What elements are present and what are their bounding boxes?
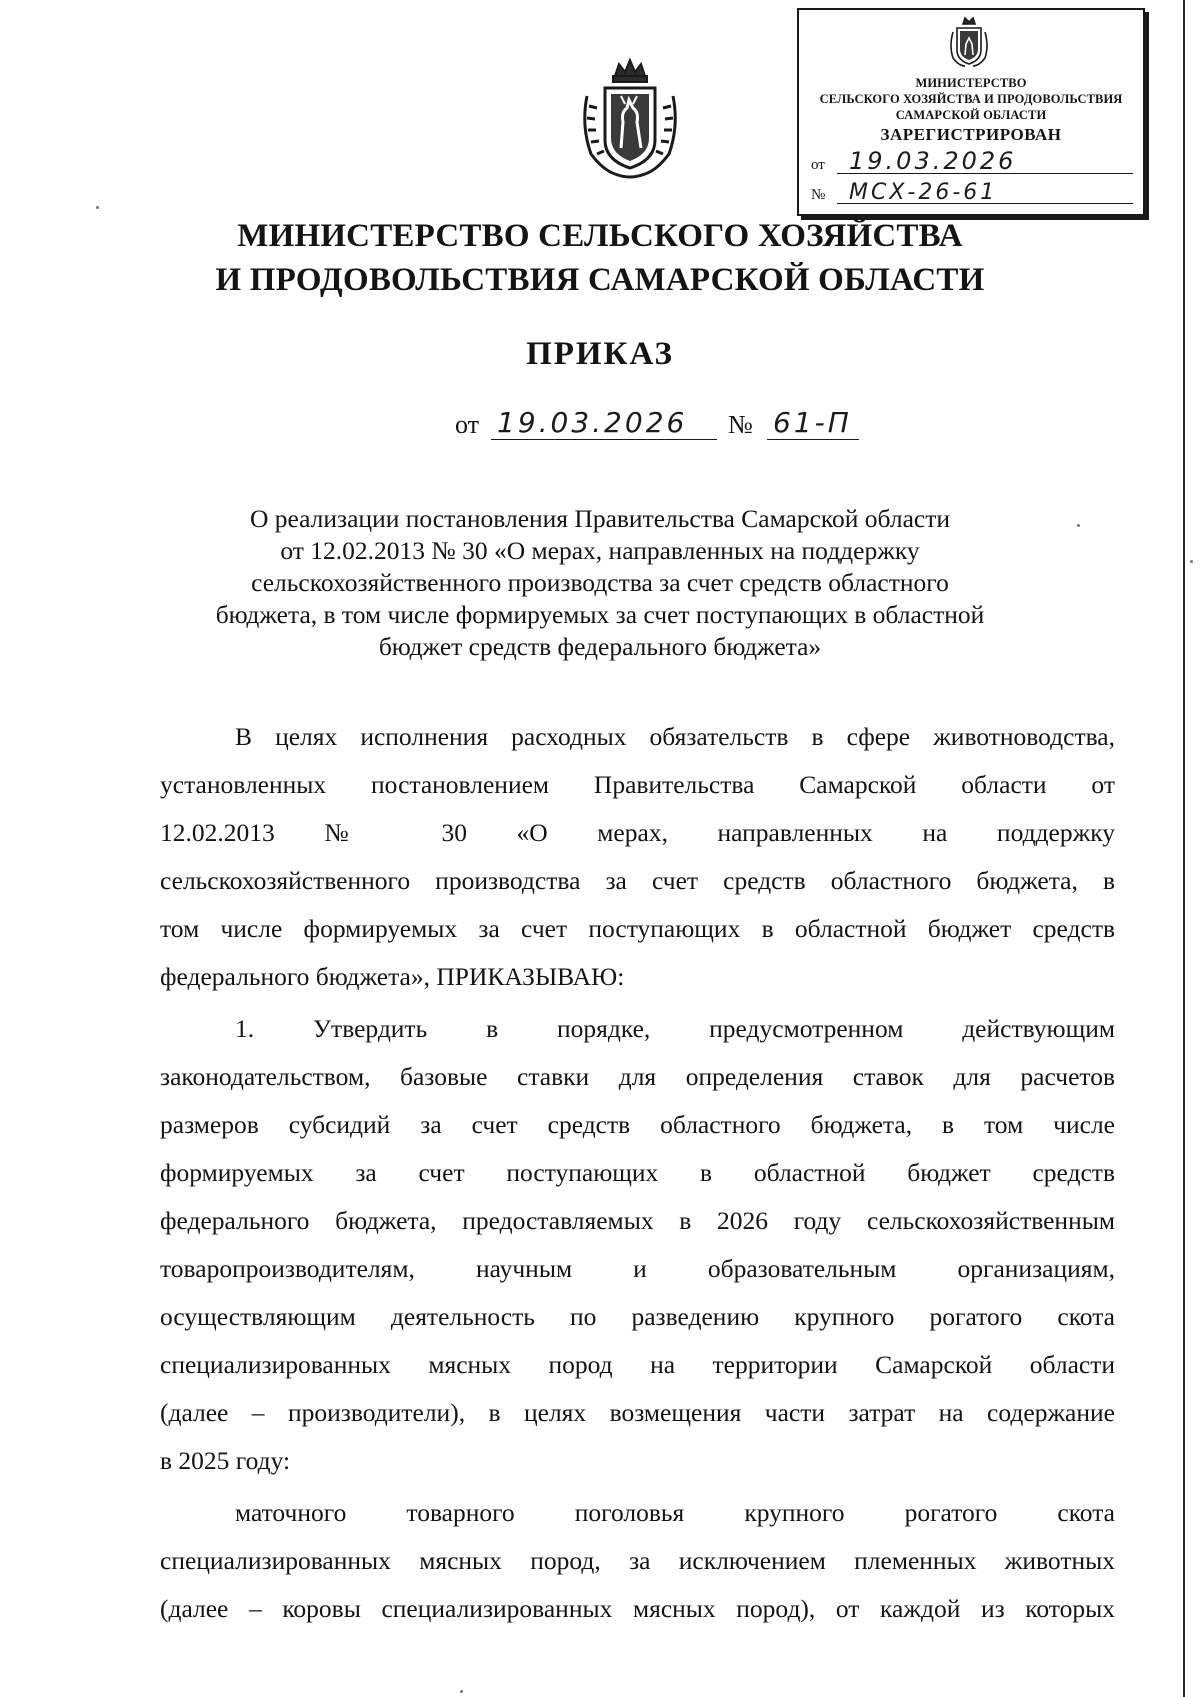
subject-line: от 12.02.2013 № 30 «О мерах, направленных на поддержку (280, 536, 920, 565)
body-line: В целях исполнения расходных обязательств в сфере животноводства, (235, 722, 1115, 751)
scan-speck (1190, 560, 1193, 563)
body-line: осуществляющим деятельность по разведению крупного рогатого скота (160, 1302, 1115, 1331)
body-line: 12.02.2013 № 30 «О мерах, направленных на поддержку (160, 818, 1115, 847)
body-line: сельскохозяйственного производства за счет средств областного бюджета, в (160, 866, 1115, 895)
body-line: в 2025 году: (160, 1446, 291, 1475)
body-line: (далее – коровы специализированных мясных пород), от каждой из которых (160, 1594, 1115, 1623)
body-line: (далее – производители), в целях возмещения части затрат на содержание (160, 1398, 1115, 1427)
stamp-date-value: 19.03.2026 (849, 147, 1017, 175)
order-number-label: № (728, 410, 753, 439)
body-line: маточного товарного поголовья крупного рогатого скота (235, 1498, 1115, 1527)
body-line: формируемых за счет поступающих в областной бюджет средств (160, 1158, 1115, 1187)
stamp-date-label: от (811, 157, 825, 173)
stamp-line-3: САМАРСКОЙ ОБЛАСТИ (895, 108, 1047, 122)
body-line: специализированных мясных пород на территории Самарской области (160, 1350, 1115, 1379)
body-line: федерального бюджета», ПРИКАЗЫВАЮ: (160, 962, 625, 991)
order-number-value: 61-П (773, 406, 852, 439)
stamp-date-row (811, 147, 1133, 176)
scan-speck (1077, 524, 1080, 527)
subject-line: бюджет средств федерального бюджета» (378, 632, 822, 661)
body-line: 1. Утвердить в порядке, предусмотренном действующим (235, 1014, 1115, 1043)
stamp-number-row (811, 180, 1133, 206)
stamp-coat-of-arms-icon (947, 16, 991, 68)
order-date-label: от (455, 410, 480, 439)
stamp-number-value: МСХ-26-61 (849, 180, 998, 205)
body-line: том числе формируемых за счет поступающих в областной бюджет средств (160, 914, 1115, 943)
ministry-title-line-2: И ПРОДОВОЛЬСТВИЯ САМАРСКОЙ ОБЛАСТИ (215, 262, 985, 298)
coat-of-arms-icon (575, 56, 685, 182)
body-line: специализированных мясных пород, за исключением племенных животных (160, 1546, 1115, 1575)
document-type: ПРИКАЗ (526, 336, 674, 372)
subject-line: О реализации постановления Правительства Самарской области (249, 504, 951, 533)
body-line: федерального бюджета, предоставляемых в 2026 году сельскохозяйственным (160, 1206, 1115, 1235)
scan-speck (460, 1690, 463, 1693)
subject-line: бюджета, в том числе формируемых за счет поступающих в областной (215, 600, 985, 629)
stamp-line-1: МИНИСТЕРСТВО (915, 76, 1027, 90)
subject-line: сельскохозяйственного производства за счет средств областного (251, 568, 949, 597)
body-line: законодательством, базовые ставки для определения ставок для расчетов (160, 1062, 1115, 1091)
scan-speck (96, 206, 99, 209)
stamp-line-2: СЕЛЬСКОГО ХОЗЯЙСТВА И ПРОДОВОЛЬСТВИЯ (819, 92, 1123, 106)
body-line: товаропроизводителям, научным и образовательным организациям, (160, 1254, 1115, 1283)
body-line: размеров субсидий за счет средств областного бюджета, в том числе (160, 1110, 1115, 1139)
order-date-value: 19.03.2026 (497, 406, 688, 439)
stamp-number-label: № (811, 187, 826, 203)
stamp-registered: ЗАРЕГИСТРИРОВАН (880, 125, 1062, 144)
registration-stamp (797, 8, 1145, 216)
ministry-title-line-1: МИНИСТЕРСТВО СЕЛЬСКОГО ХОЗЯЙСТВА (237, 218, 963, 254)
order-number-line (455, 406, 855, 446)
body-line: установленных постановлением Правительства Самарской области от (160, 770, 1115, 799)
